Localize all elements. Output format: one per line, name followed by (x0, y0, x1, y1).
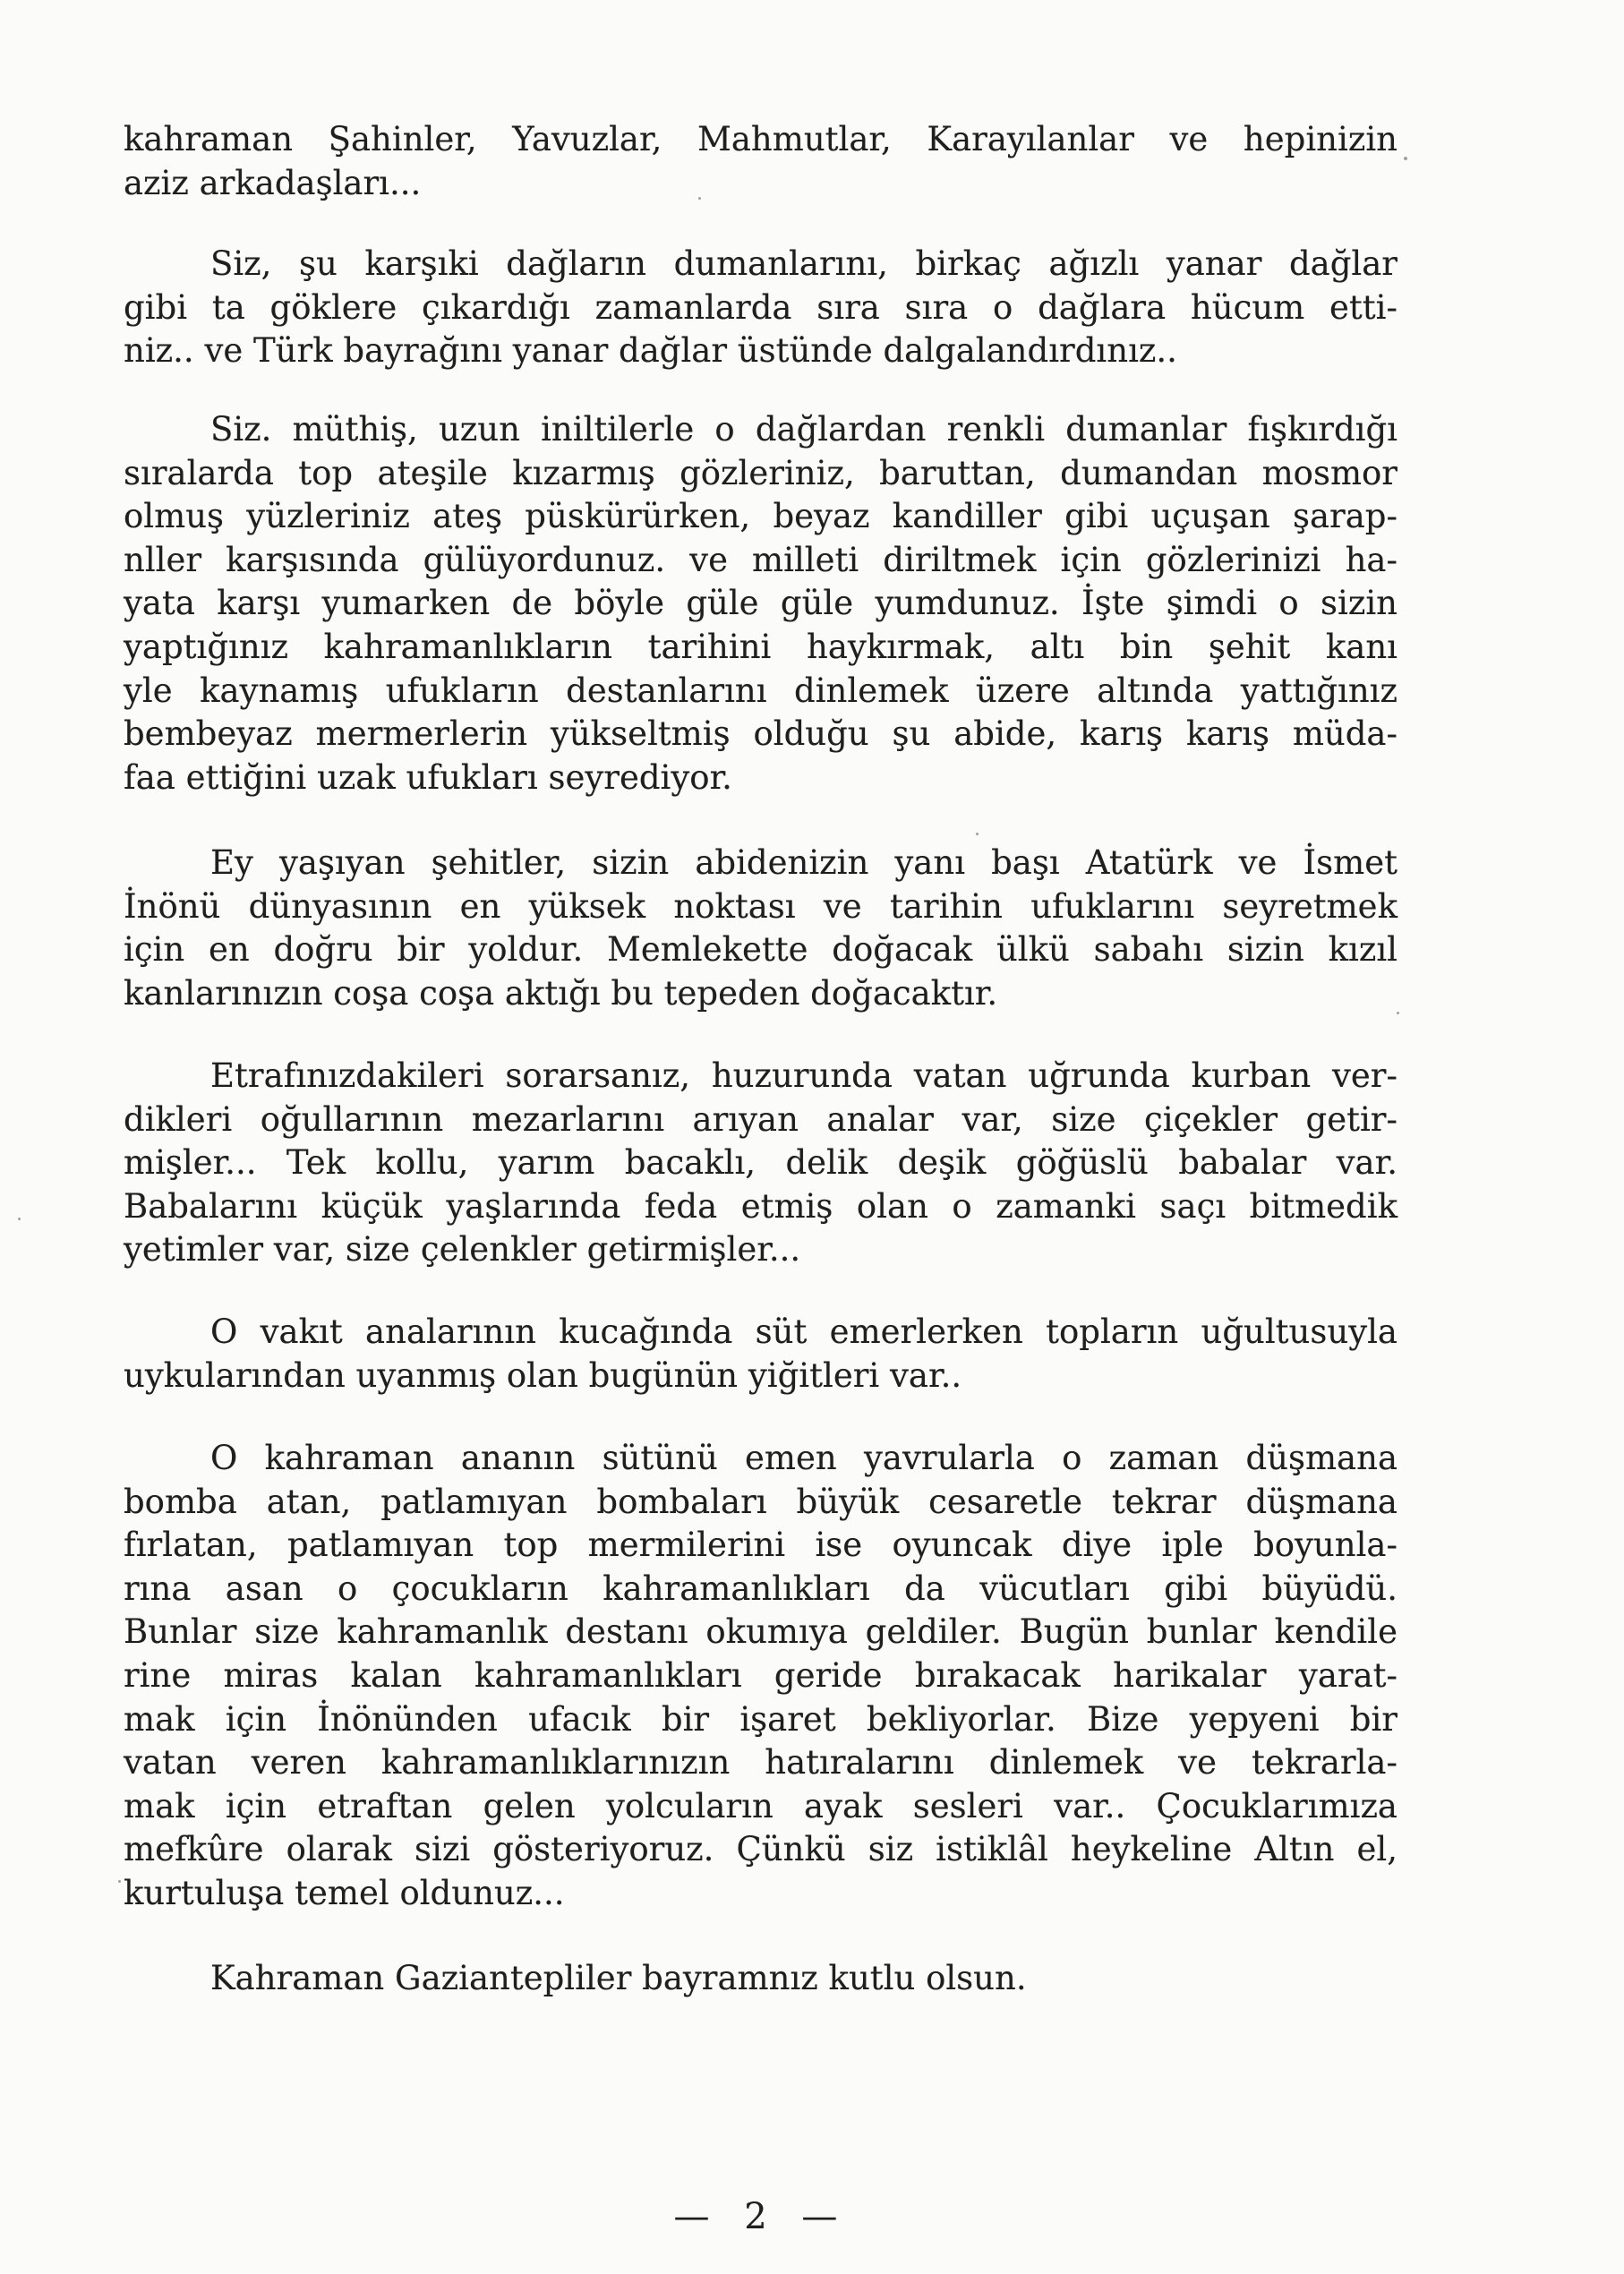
text-line: nller karşısında gülüyordunuz. ve milleti diriltmek için gözlerinizi ha- (124, 540, 1397, 579)
text-line: dikleri oğullarının mezarlarını arıyan analar var, size çiçekler getir- (124, 1099, 1397, 1139)
scan-speck (1397, 1012, 1399, 1014)
page-number: — 2 — (673, 2196, 838, 2237)
paragraph (124, 243, 1397, 373)
text-line: uykularından uyanmış olan bugünün yiğitleri var.. (124, 1355, 962, 1395)
text-line: için en doğru bir yoldur. Memlekette doğacak ülkü sabahı sizin kızıl (124, 930, 1397, 970)
text-line: O vakıt analarının kucağında süt emerlerken topların uğultusuyla (210, 1312, 1397, 1351)
scan-speck (118, 1880, 121, 1883)
paragraph (124, 1311, 1397, 1398)
paragraph (124, 408, 1397, 799)
text-line: yetimler var, size çelenkler getirmişler... (124, 1230, 801, 1270)
text-line: İnönü dünyasının en yüksek noktası ve tarihin ufuklarını seyretmek (124, 886, 1397, 926)
text-line: bomba atan, patlamıyan bombaları büyük cesaretle tekrar düşmana (124, 1482, 1397, 1521)
text-line: kahraman Şahinler, Yavuzlar, Mahmutlar, Karayılanlar ve hepinizin (124, 120, 1397, 158)
text-line: faa ettiğini uzak ufukları seyrediyor. (124, 757, 732, 797)
text-line: Etrafınızdakileri sorarsanız, huzurunda vatan uğrunda kurban ver- (210, 1056, 1397, 1095)
text-line: yle kaynamış ufukların destanlarını dinlemek üzere altında yattığınız (124, 671, 1397, 710)
text-line: yaptığınız kahramanlıkların tarihini haykırmak, altı bin şehit kanı (124, 627, 1397, 666)
text-line: Babalarını küçük yaşlarında feda etmiş olan o zamanki saçı bitmedik (124, 1186, 1397, 1226)
text-line: yata karşı yumarken de böyle güle güle yumdunuz. İşte şimdi o sizin (124, 584, 1397, 623)
paragraph (124, 1055, 1397, 1272)
scan-speck (976, 833, 979, 835)
text-line: rine miras kalan kahramanlıkları geride bırakacak harikalar yarat- (124, 1655, 1397, 1695)
text-line: mak için İnönünden ufacık bir işaret bekliyorlar. Bize yepyeni bir (124, 1699, 1397, 1739)
text-line: kurtuluşa temel oldunuz... (124, 1873, 565, 1912)
text-line: olmuş yüzleriniz ateş püskürürken, beyaz kandiller gibi uçuşan şarap- (124, 497, 1397, 536)
text-line: kanlarınızın coşa coşa aktığı bu tepeden doğacaktır. (124, 973, 998, 1013)
text-line: sıralarda top ateşile kızarmış gözleriniz, baruttan, dumandan mosmor (124, 453, 1397, 492)
text-line: Ey yaşıyan şehitler, sizin abidenizin yanı başı Atatürk ve İsmet (210, 843, 1397, 882)
paragraph (124, 1437, 1397, 1916)
text-line: fırlatan, patlamıyan top mermilerini ise oyuncak diye iple boyunla- (124, 1526, 1397, 1565)
text-line: bembeyaz mermerlerin yükseltmiş olduğu şu abide, karış karış müda- (124, 714, 1397, 754)
text-line: mefkûre olarak sizi gösteriyoruz. Çünkü siz istiklâl heykeline Altın el, (124, 1830, 1397, 1869)
paragraph (124, 118, 1397, 205)
text-line: vatan veren kahramanlıklarınızın hatıralarını dinlemek ve tekrarla- (124, 1743, 1397, 1782)
text-line: Siz, şu karşıki dağların dumanlarını, birkaç ağızlı yanar dağlar (210, 244, 1397, 283)
text-line: Siz. müthiş, uzun iniltilerle o dağlardan renkli dumanlar fışkırdığı (210, 410, 1397, 449)
scan-speck (18, 1218, 21, 1220)
paragraph (124, 842, 1397, 1015)
text-line: aziz arkadaşları... (124, 163, 422, 202)
text-line: Bunlar size kahramanlık destanı okumıya geldiler. Bugün bunlar kendile (124, 1612, 1397, 1652)
text-line: gibi ta göklere çıkardığı zamanlarda sıra sıra o dağlara hücum etti- (124, 287, 1397, 327)
text-line: niz.. ve Türk bayrağını yanar dağlar üstünde dalgalandırdınız.. (124, 331, 1177, 371)
text-line: rına asan o çocukların kahramanlıkları da vücutları gibi büyüdü. (124, 1569, 1397, 1608)
scan-speck (1404, 157, 1407, 160)
text-line: mak için etraftan gelen yolcuların ayak sesleri var.. Çocuklarımıza (124, 1786, 1397, 1825)
scan-speck (698, 197, 701, 200)
text-line: O kahraman ananın sütünü emen yavrularla o zaman düşmana (210, 1439, 1397, 1477)
text-line: mişler... Tek kollu, yarım bacaklı, delik deşik göğüslü babalar var. (124, 1143, 1397, 1183)
paragraph (124, 1957, 1397, 2001)
text-line: Kahraman Gaziantepliler bayramnız kutlu olsun. (210, 1959, 1027, 1997)
